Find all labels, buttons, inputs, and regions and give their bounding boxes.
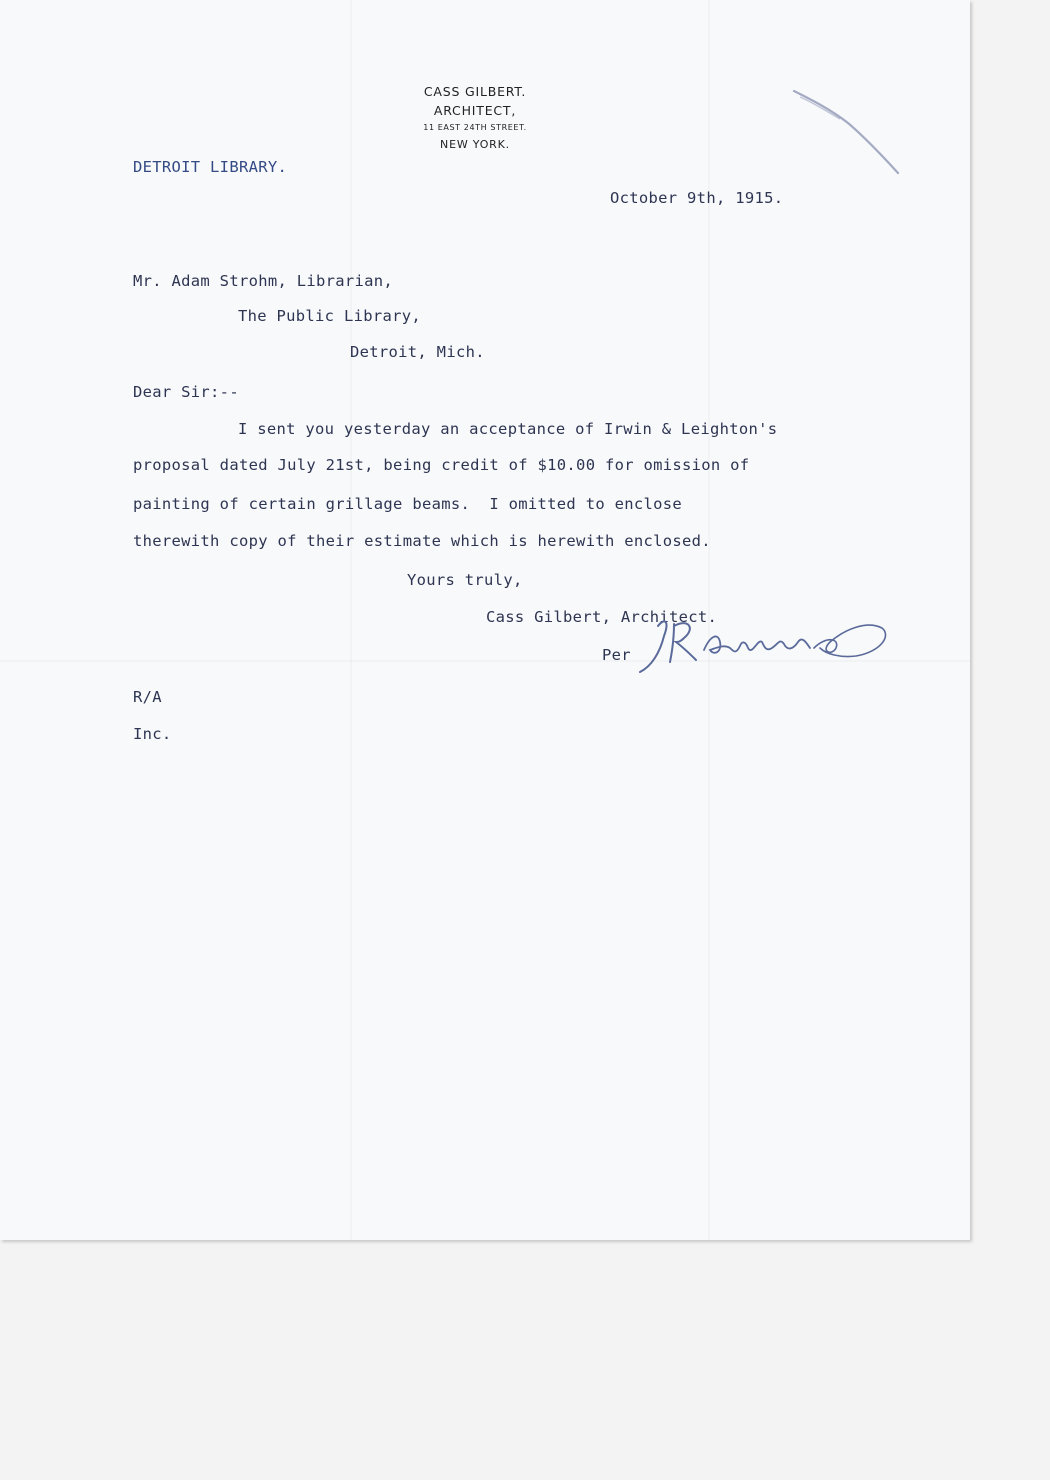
body-line-3: painting of certain grillage beams. I omitted to enclose [133, 495, 683, 513]
signer: Cass Gilbert, Architect. [486, 608, 718, 626]
letterhead-title: ARCHITECT, [433, 103, 517, 118]
recipient-line-1: Mr. Adam Strohm, Librarian, [133, 272, 394, 290]
recipient-line-3: Detroit, Mich. [350, 343, 485, 361]
typist-initials: R/A [133, 688, 162, 706]
body-line-1: I sent you yesterday an acceptance of Irwin & Leighton's [238, 420, 778, 438]
letterhead-address: 11 EAST 24TH STREET. [423, 123, 527, 132]
per-label: Per [602, 646, 631, 664]
closing: Yours truly, [407, 571, 523, 589]
fold-line-vertical-1 [350, 0, 352, 1240]
letterhead-city: NEW YORK. [440, 138, 510, 151]
handwritten-signature [630, 608, 895, 680]
file-label: DETROIT LIBRARY. [133, 158, 288, 176]
letterhead [370, 82, 580, 154]
letterhead-name: CASS GILBERT. [423, 84, 527, 99]
enclosure-note: Inc. [133, 725, 172, 743]
body-line-2: proposal dated July 21st, being credit of $10.00 for omission of [133, 456, 750, 474]
salutation: Dear Sir:-- [133, 383, 239, 401]
recipient-line-2: The Public Library, [238, 307, 422, 325]
pencil-mark [790, 85, 910, 180]
body-line-4: therewith copy of their estimate which is herewith enclosed. [133, 532, 711, 550]
letter-date: October 9th, 1915. [610, 189, 784, 207]
